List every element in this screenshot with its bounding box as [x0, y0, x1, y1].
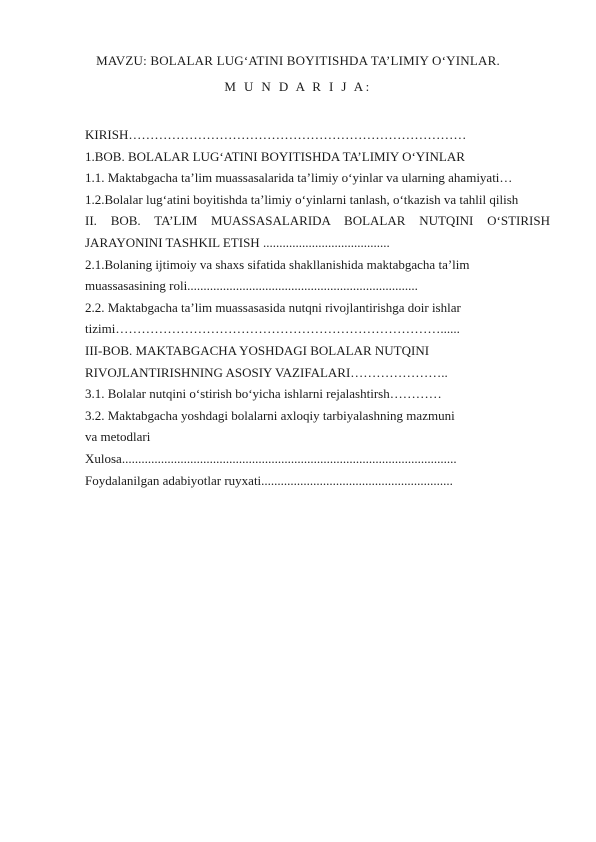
toc-entry-3-1: 3.1. Bolalar nutqini o‘stirish bo‘yicha ishlarni rejalashtirsh…………: [85, 386, 442, 402]
toc-entry-3-2: 3.2. Maktabgacha yoshdagi bolalarni axloqiy tarbiyalashning mazmuni: [85, 407, 455, 423]
table-of-contents: [85, 124, 550, 491]
toc-entry-2-2-cont: tizimi…………………………………………………………………......: [85, 321, 460, 337]
toc-entry-2-1-cont: muassasasining roli.......................................................................: [85, 278, 418, 294]
toc-entry-2-2: 2.2. Maktabgacha ta’lim muassasasida nutqni rivojlantirishga doir ishlar: [85, 299, 461, 315]
document-title: MAVZU: BOLALAR LUG‘ATINI BOYITISHDA TA’LIMIY O‘YINLAR.: [96, 53, 500, 68]
toc-entry-chapter-3-cont: RIVOJLANTIRISHNING ASOSIY VAZIFALARI…………………..: [85, 364, 448, 380]
toc-entry-references: Foydalanilgan adabiyotlar ruyxati...........................................................: [85, 472, 453, 488]
toc-entry-3-2-cont: va metodlari: [85, 429, 151, 445]
toc-entry-conclusion: Xulosa.......................................................................................................: [85, 450, 457, 466]
table-of-contents-heading: M U N D A R I J A:: [224, 79, 372, 94]
toc-entry-1-1: 1.1. Maktabgacha ta’lim muassasalarida ta’limiy o‘yinlar va ularning ahamiyati…: [85, 170, 513, 186]
toc-entry-2-1: 2.1.Bolaning ijtimoiy va shaxs sifatida shakllanishida maktabgacha ta’lim: [85, 256, 470, 272]
toc-entry-chapter-3: III-BOB. MAKTABGACHA YOSHDAGI BOLALAR NUTQINI: [85, 342, 430, 358]
toc-entry-1-2: 1.2.Bolalar lug‘atini boyitishda ta’limiy o‘yinlarni tanlash, o‘tkazish va tahlil qilish: [85, 191, 519, 207]
toc-entry-chapter-2-cont: JARAYONINI TASHKIL ETISH .......................................: [85, 234, 390, 250]
toc-entry-chapter-1: 1.BOB. BOLALAR LUG‘ATINI BOYITISHDA TA’LIMIY O‘YINLAR: [85, 148, 465, 164]
toc-entry-intro: KIRISH……………………………………………………………………: [85, 127, 467, 142]
toc-entry-chapter-2: II. BOB. TA’LIM MUASSASALARIDA BOLALAR NUTQINI O‘STIRISH: [85, 213, 550, 229]
